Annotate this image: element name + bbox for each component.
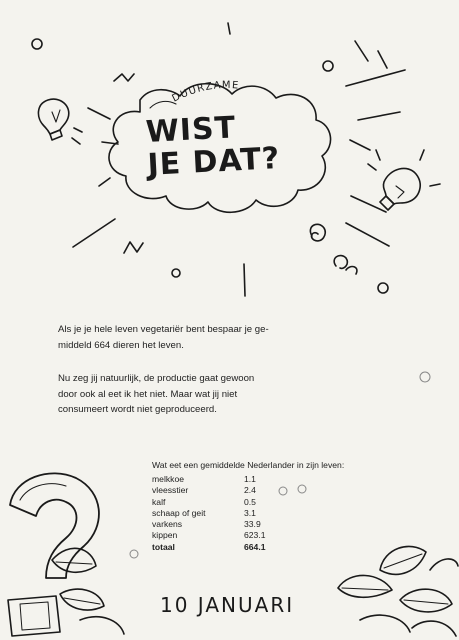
kicker-label: DUURZAME <box>170 79 240 105</box>
plant-doodle <box>338 546 458 636</box>
row-value: 664.1 <box>244 541 266 552</box>
table-row <box>152 485 266 496</box>
kicker-text <box>168 70 278 106</box>
page-title <box>145 109 281 182</box>
row-label: varkens <box>152 519 183 530</box>
row-label: kippen <box>152 530 178 541</box>
paragraph-line: door ook al eet ik het niet. Maar wat jij niet <box>58 388 238 400</box>
stats-block <box>152 459 344 553</box>
doodle-circle <box>420 372 430 382</box>
row-label: vleesstier <box>152 485 189 496</box>
doodle-circle <box>130 550 138 558</box>
row-value: 623.1 <box>244 530 266 541</box>
leaf-doodle <box>52 548 124 634</box>
table-row <box>152 519 266 530</box>
question-mark-doodle <box>8 473 99 636</box>
row-label: schaap of geit <box>152 507 206 518</box>
table-row <box>152 508 266 519</box>
paragraph-intro <box>58 322 358 353</box>
paragraph-line: Nu zeg jij natuurlijk, de productie gaat gewoon <box>58 373 255 384</box>
table-row <box>152 530 266 541</box>
paragraph-line: Als je je hele leven vegetariër bent bespaar je ge- <box>58 324 269 335</box>
doodle-circle <box>323 61 333 71</box>
table-row <box>152 497 266 508</box>
row-value: 3.1 <box>244 507 256 518</box>
table-row <box>152 474 266 485</box>
paragraph-line: consumeert wordt niet geproduceerd. <box>58 404 217 415</box>
row-value: 1.1 <box>244 474 256 484</box>
date-label: 10 JANUARI <box>160 593 295 617</box>
paragraph-line: middeld 664 dieren het leven. <box>58 339 184 351</box>
title-line-2: JE DAT? <box>146 141 282 183</box>
lightbulb-icon <box>368 150 440 210</box>
doodle-circle <box>378 283 388 293</box>
doodle-circle <box>32 39 42 49</box>
row-value: 2.4 <box>244 485 256 496</box>
table-row-total <box>152 542 266 553</box>
row-value: 0.5 <box>244 496 256 507</box>
paragraph-argument <box>58 371 358 418</box>
svg-text:DUURZAME <box>171 80 240 105</box>
stats-table <box>152 474 266 553</box>
lightbulb-icon <box>38 99 82 144</box>
row-label: kalf <box>152 496 166 507</box>
title-line-1: WIST <box>144 110 237 150</box>
row-label: melkkoe <box>152 474 184 484</box>
doodle-circle <box>172 269 180 277</box>
row-value: 33.9 <box>244 519 261 530</box>
stats-title: Wat eet een gemiddelde Nederlander in zijn leven: <box>152 460 345 470</box>
row-label: totaal <box>152 541 175 552</box>
